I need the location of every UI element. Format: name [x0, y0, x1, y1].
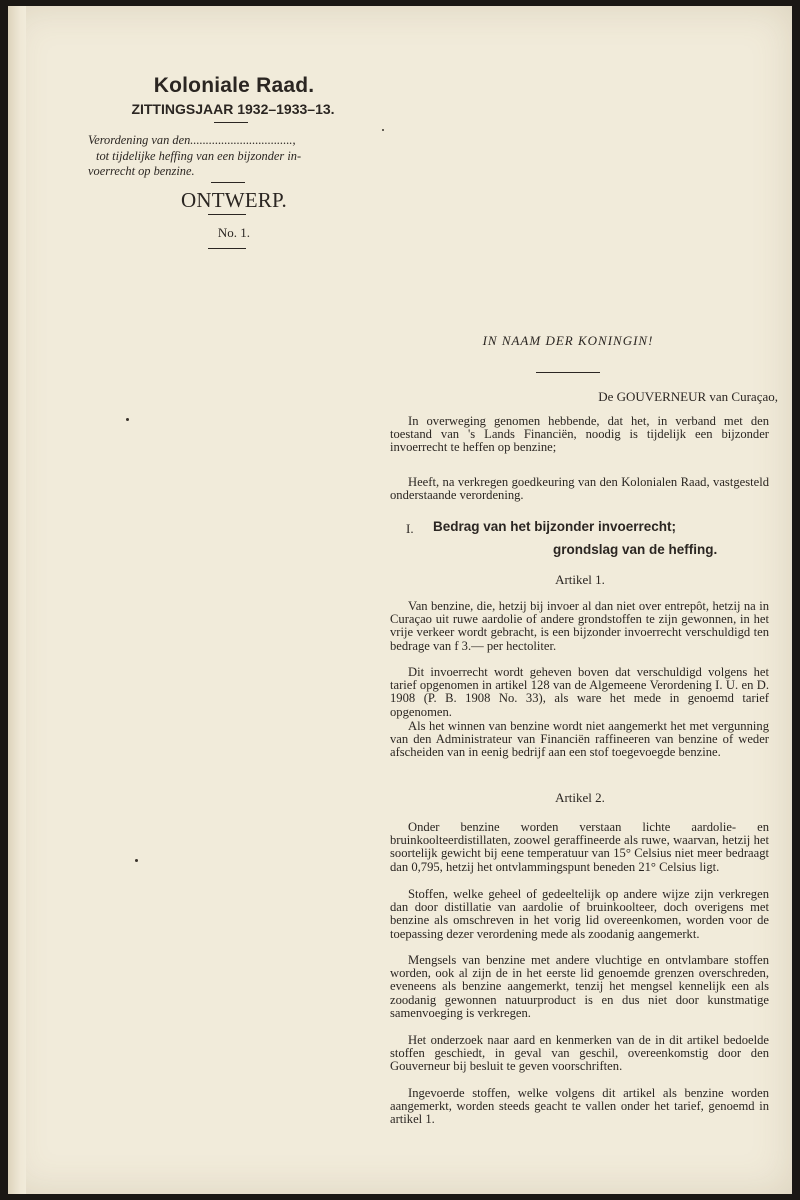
- document-number: No. 1.: [217, 225, 251, 240]
- ordinance-description: [88, 133, 364, 180]
- preamble-divider: [536, 372, 600, 373]
- header-divider-4: [208, 248, 246, 249]
- page-binding-shadow: [8, 6, 26, 1194]
- chapter-title-line-1: Bedrag van het bijzonder invoerrecht;: [433, 519, 677, 534]
- article-2-paragraph-4: Het onderzoek naar aard en kenmerken van de in dit artikel bedoelde stoffen geschiedt, in geval van geschil, overeenkomstig door den Gouverneur bij besluit te geven voorschriften.: [390, 1033, 769, 1074]
- preamble-enactment: Heeft, na verkregen goedkeuring van den Kolonialen Raad, vastgesteld onderstaande verordening.: [390, 475, 769, 503]
- council-title: Koloniale Raad.: [153, 74, 315, 97]
- header-divider-1: [214, 122, 248, 123]
- chapter-title-line-2: grondslag van de heffing.: [553, 542, 718, 557]
- in-name-of-queen: IN NAAM DER KONINGIN!: [482, 333, 654, 348]
- chapter-number: I.: [406, 521, 414, 536]
- article-2-paragraph-1: Onder benzine worden verstaan lichte aardolie- en bruinkoolteerdistillaten, zoowel geraffineerde als ruwe, waarvan, hetzij het soortelijk gewicht bij eene temperatuur van 15° Celsius niet meer bedraagt dan 0,795, hetzij het ontvlammingspunt beneden 21° Celsius ligt.: [390, 820, 769, 874]
- header-divider-2: [211, 182, 245, 183]
- paper-speck: [135, 859, 138, 862]
- session-year: ZITTINGSJAAR 1932–1933–13.: [131, 101, 335, 117]
- ordinance-desc-line-2: tot tijdelijke heffing van een bijzonder in-: [96, 148, 302, 163]
- ordinance-desc-line-3: voerrecht op benzine.: [88, 164, 195, 178]
- draft-label: ONTWERP.: [180, 188, 287, 212]
- governor-line: De GOUVERNEUR van Curaçao,: [598, 389, 778, 404]
- article-1-paragraph-2: Dit invoerrecht wordt geheven boven dat verschuldigd volgens het tarief opgenomen in artikel 128 van de Algemeene Verordening I. U. en D. 1908 (P. B. 1908 No. 33), als ware het mede in genoemd tarief opgenomen.: [390, 665, 769, 719]
- article-2-heading: Artikel 2.: [555, 790, 605, 805]
- paper-speck: [382, 129, 384, 131]
- ordinance-desc-line-1: Verordening van den.................................,: [88, 133, 296, 147]
- article-1-paragraph-1: Van benzine, die, hetzij bij invoer al dan niet over entrepôt, hetzij na in Curaçao uit ruwe aardolie of andere grondstoffen te zijn gewonnen, in het vrije verkeer wordt gebracht, is een bijzonder invoerrecht verschuldigd ten bedrage van f 3.— per hectoliter.: [390, 599, 769, 653]
- paper-speck: [126, 418, 129, 421]
- article-2-paragraph-5: Ingevoerde stoffen, welke volgens dit artikel als benzine worden aangemerkt, worden steeds geacht te vallen onder het tarief, genoemd in artikel 1.: [390, 1086, 769, 1127]
- article-2-paragraph-3: Mengsels van benzine met andere vluchtige en ontvlambare stoffen worden, ook al zijn de in het eerste lid genoemde grenzen overschreden, eveneens als benzine aangemerkt, tenzij het mengsel kennelijk een als zoodanig gewonnen natuurproduct is en dus niet door kunstmatige samenvoeging is verkregen.: [390, 953, 769, 1020]
- article-1-paragraph-3: Als het winnen van benzine wordt niet aangemerkt het met vergunning van den Administrateur van Financiën raffineeren van benzine of weder afscheiden van in eenig bedrijf aan een stof toegevoegde benzine.: [390, 719, 769, 760]
- header-divider-3: [208, 214, 246, 215]
- article-1-heading: Artikel 1.: [555, 572, 605, 587]
- document-page: [8, 6, 792, 1194]
- article-2-paragraph-2: Stoffen, welke geheel of gedeeltelijk op andere wijze zijn verkregen dan door distillatie van aardolie of bruinkoolteer, doch overigens met benzine als omschreven in het vorig lid overeenkomen, worden voor de toepassing dezer verordening mede als zoodanig aangemerkt.: [390, 887, 769, 941]
- preamble-consideration: In overweging genomen hebbende, dat het, in verband met den toestand van 's Lands Financiën, noodig is tijdelijk een bijzonder invoerrecht te heffen op benzine;: [390, 414, 769, 455]
